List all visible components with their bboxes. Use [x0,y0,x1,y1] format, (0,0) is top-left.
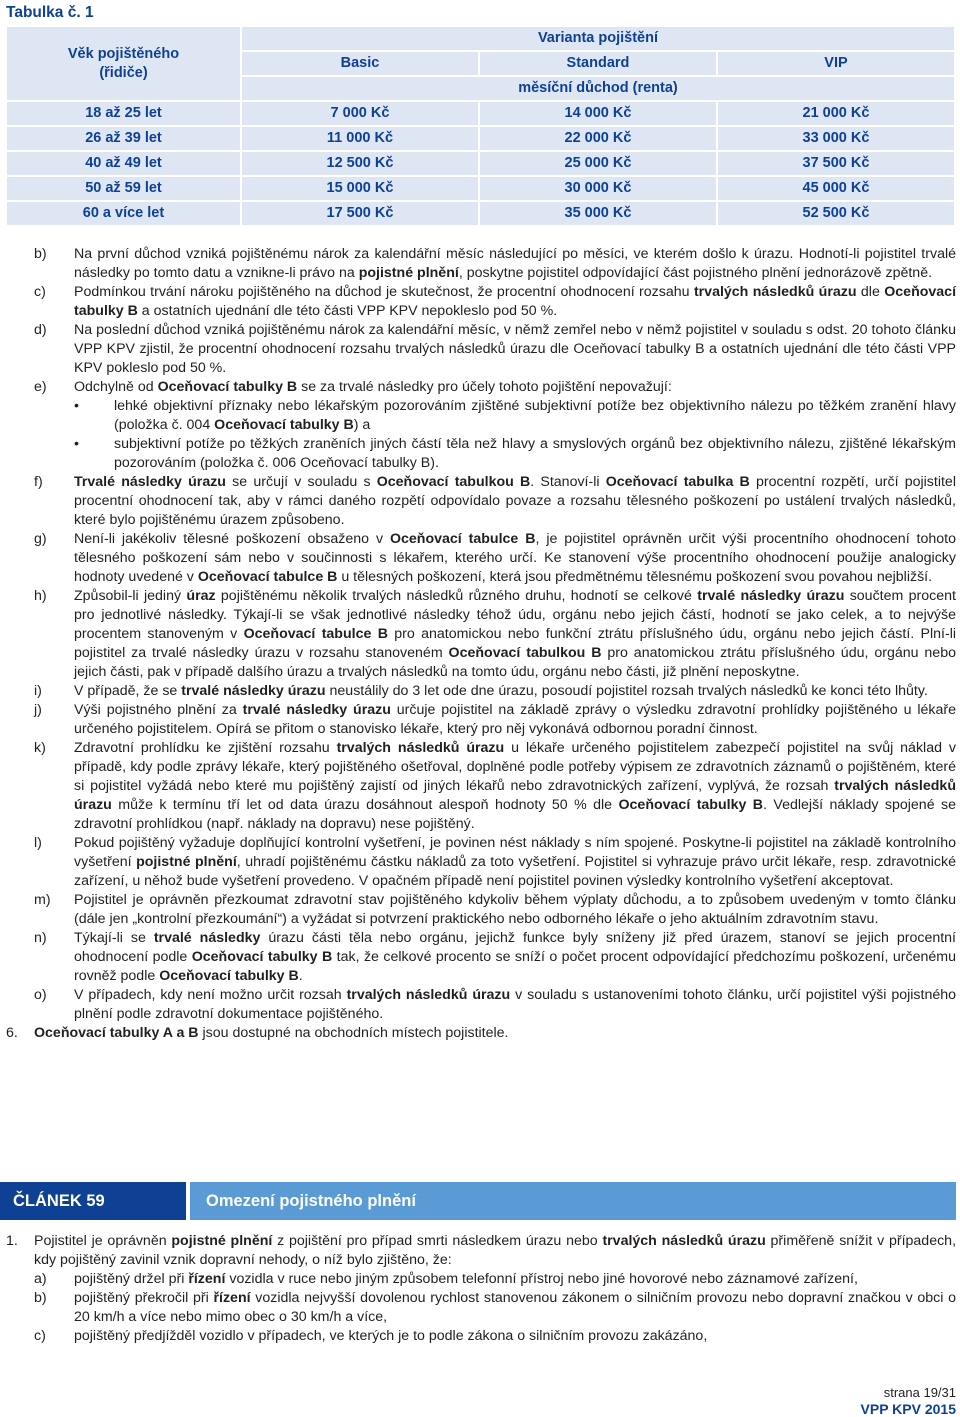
bullet-item [0,397,960,435]
item-label: e) [34,379,47,395]
text: dle [856,284,885,300]
bullet-item [0,435,960,473]
text: určuje pojistitel na základě zprávy o výsledku zdravotní prohlídky pojištěného u lékaře určeného pojistitelem. Opírá se přitom o stanovisko lékaře, který pro něj vykonává odbornou poradní činnost. [74,702,956,737]
text: úrazu části těla nebo orgánu, jejichž funkce byly sníženy již před úrazem, stanoví se jejich procentní ohodnocení podle [74,930,957,965]
item-label: l) [34,835,42,851]
item-label: c) [34,1328,46,1344]
text: Výši pojistného plnění za [74,702,243,718]
item-k [0,739,960,834]
bold-term: Oceňovací tabulkou B [376,474,531,490]
bold-term: Oceňovací tabulkou B [448,645,602,661]
bold-term: trvalé následky úrazu [697,588,845,604]
col-basic: Basic [242,52,478,75]
text: , poskytne pojistitel odpovídající část pojistného plnění jednorázově zpětně. [458,265,933,281]
table-row [7,202,954,225]
text: u lékaře určeného pojistitelem zabezpečí pojistitel na svůj náklad v případě, kdy podle zprávy lékaře, který pojištěného ošetřoval, doplněné podle potřeby výpisem ze zdravotních záznamů o pojištěném, které si pojistitel vyžádá nebo které mu pojištěný zajistí od jiných lékařů nebo zdravotnických zařízení, vyplývá, že rozsah [74,740,956,794]
item-label: b) [34,246,47,262]
item-i [0,682,960,701]
text: V případě, že se [74,683,182,699]
text: Pojistitel je oprávněn [34,1233,172,1249]
item-label: b) [34,1290,47,1306]
page-number: strana 19/31 [883,1385,956,1400]
paragraph-section [0,245,960,1043]
text: ) a [353,417,371,433]
bold-term: Oceňovací tabulky B [214,417,354,433]
item-label: j) [34,702,42,718]
monthly-header: měsíční důchod (renta) [242,77,954,100]
bold-term: Oceňovací tabulky B [191,949,333,965]
item-c [0,283,960,321]
bold-term: pojistné plnění [136,854,237,870]
bold-term: trvalých následků úrazu [602,1233,766,1249]
item-n [0,929,960,986]
item-g [0,530,960,587]
cell-basic: 17 500 Kč [242,202,478,225]
table-row [7,152,954,175]
item-h [0,587,960,682]
text: procentní rozpětí, určí pojistitel procentní ohodnocení tak, aby v rámci daného rozpětí odpovídalo povaze a rozsahu tělesného poškození po ustálení trvalých následků, které bylo pojištěnému úrazem způsobeno. [74,474,956,528]
age-header-line2: (řidiče) [99,64,148,81]
item-label: g) [34,531,47,547]
text: subjektivní potíže po těžkých zraněních jiných částí těla než hlavy a smyslových orgánů bez objektivního nálezu, zjištěné lékařským pozorováním (položka č. 006 Oceňovací tabulky B). [114,436,956,471]
cell-vip: 52 500 Kč [718,202,954,225]
text: jsou dostupné na obchodních místech pojistitele. [198,1025,509,1041]
text: v souladu s ustanoveními tohoto článku, určí pojistitel výši pojistného plnění podle zdravotní dokumentace pojištěného. [74,987,957,1022]
text: může k termínu tří let od data úrazu dosáhnout alespoň hodnoty 50 % dle [111,797,619,813]
article-title: Omezení pojistného plnění [190,1182,956,1220]
bold-term: Oceňovací tabulky B [74,284,957,319]
text: Na poslední důchod vzniká pojištěnému nárok za kalendářní měsíc, v němž zemřel nebo v němž pojistitel v souladu s odst. 20 tohoto článku VPP KPV zjistil, že procentní ohodnocení rozsahu trvalých následků úrazu dle Oceňovací tabulky B a ostatních ujednání dle této části VPP KPV pokleslo pod 50 %. [74,322,956,376]
text: Podmínkou trvání nároku pojištěného na důchod je skutečnost, že procentní ohodnocení rozsahu [74,284,694,300]
bold-term: trvalé následky [153,930,261,946]
bullet-icon: • [74,436,79,452]
item-6 [0,1024,960,1043]
text: a ostatních ujednání dle této části VPP KPV nepokleslo pod 50 %. [137,303,558,319]
table-row [7,102,954,125]
table-row [7,127,954,150]
bold-term: trvalých následků úrazu [336,740,505,756]
item-e [0,378,960,397]
bold-term: Oceňovací tabulce B [243,626,388,642]
item-label: a) [34,1271,47,1287]
bold-term: Oceňovací tabulky A a B [34,1025,199,1041]
document-id: VPP KPV 2015 [860,1401,956,1417]
bold-term: pojistné plnění [171,1233,273,1249]
bold-term: trvalé následky úrazu [242,702,391,718]
text: se určují v souladu s [225,474,377,490]
item-label: m) [34,892,51,908]
item-label: o) [34,987,47,1003]
bold-term: Oceňovací tabulka B [605,474,750,490]
cell-age: 60 a více let [7,202,240,225]
variant-header: Varianta pojištění [242,27,954,50]
text: Zdravotní prohlídku ke zjištění rozsahu [74,740,337,756]
item-b [0,245,960,283]
bold-term: pojistné plnění [358,265,459,281]
bold-term: Oceňovací tabulky B [159,968,299,984]
text: z pojištění pro případ smrti následkem úrazu nebo [272,1233,603,1249]
text: . [298,968,303,984]
bold-term: trvalých následků úrazu [346,987,511,1003]
item-label: 6. [6,1025,18,1041]
cell-basic: 11 000 Kč [242,127,478,150]
col-vip: VIP [718,52,954,75]
text: . Stanoví-li [530,474,606,490]
item-m [0,891,960,929]
bold-term: Oceňovací tabulce B [197,569,338,585]
item-label: d) [34,322,47,338]
cell-basic: 12 500 Kč [242,152,478,175]
bold-term: úraz [186,588,216,604]
text: , uhradí pojištěnému částku nákladů za toto vyšetření. Pojistitel si vyhrazuje právo určit lékaře, resp. zdravotnické zařízení, u něhož bude vyšetření provedeno. V opačném případě není pojistitel povinen výsledky kontrolního vyšetření akceptovat. [74,854,956,889]
text: pro anatomickou ztrátu příslušného údu, orgánu nebo jejich části, pak v případě dalšího úrazu a trvalých následků na tomto údu, orgánu nebo části, již plnění neposkytne. [74,645,956,680]
text: neustálily do 3 let ode dne úrazu, posoudí pojistitel rozsah trvalých následků ke konci této lhůty. [325,683,928,699]
cell-standard: 25 000 Kč [480,152,716,175]
bold-term: trvalých následků úrazu [74,778,956,813]
text: pojištěný držel při [74,1271,189,1287]
bold-term: Oceňovací tabulky B [618,797,764,813]
text: u tělesných poškození, která jsou předmětnému tělesnému poškození svou povahou nejbližší. [337,569,933,585]
item-b2 [0,1289,960,1327]
text: Pojistitel je oprávněn přezkoumat zdravotní stav pojištěného kdykoliv během výplaty důchodu, a to způsobem uvedeným v tomto článku (dále jen „kontrolní přezkoumání“) a vyžádat si potvrzení praktického nebo odborného lékaře o jeho aktuálním zdravotním stavu. [74,892,956,927]
item-label: i) [34,683,42,699]
bullet-icon: • [74,398,79,414]
text: pojištěný překročil při [74,1290,214,1306]
article-body [0,1232,960,1346]
cell-age: 26 až 39 let [7,127,240,150]
text: vozidla v ruce nebo jiným způsobem telefonní přístroj nebo jiné hovorové nebo záznamové zařízení, [225,1271,858,1287]
item-d [0,321,960,378]
item-label: f) [34,474,43,490]
text: pojištěnému několik trvalých následků různého druhu, hodnotí se celkové [215,588,698,604]
table-row [7,177,954,200]
text: tak, že celkové procento se sníží o počet procent odpovídající předchozímu poškození, určenému rovněž podle [74,949,956,984]
text: součtem procent pro jednotlivé následky. Týkají-li se však jednotlivé následky téhož údu, orgánu nebo jejich částí, hodnotí se jako celek, a to nejvýše procentem stanoveným v [74,588,956,642]
cell-standard: 35 000 Kč [480,202,716,225]
item-c2 [0,1327,960,1346]
article-header [0,1182,960,1220]
cell-age: 18 až 25 let [7,102,240,125]
text: , je pojistitel oprávněn určit výši procentního ohodnocení tohoto tělesného poškození sám nebo v součinnosti s lékařem, kterého určí. Ke stanovení výše procentního ohodnocení použije analogicky hodnoty uvedené v [74,531,956,585]
text: přiměřeně snížit v případech, kdy pojištěný zavinil vznik dopravní nehody, o níž bylo zjištěno, že: [34,1233,957,1268]
text: Způsobil-li jediný [74,588,187,604]
cell-vip: 37 500 Kč [718,152,954,175]
text: pojištěný předjížděl vozidlo v případech, ve kterých je to podle zákona o silničním provozu zakázáno, [74,1328,708,1344]
bold-term: trvalé následky úrazu [181,683,326,699]
text: V případech, kdy není možno určit rozsah [74,987,347,1003]
item-label: h) [34,588,47,604]
cell-vip: 45 000 Kč [718,177,954,200]
pension-table [5,25,956,227]
item-1 [0,1232,960,1270]
cell-age: 50 až 59 let [7,177,240,200]
bold-term: řízení [188,1271,226,1287]
bold-term: Oceňovací tabulky B [157,379,298,395]
bold-term: Trvalé následky úrazu [74,474,226,490]
cell-vip: 21 000 Kč [718,102,954,125]
table-caption: Tabulka č. 1 [6,4,94,21]
text: Není-li jakékoliv tělesné poškození obsaženo v [74,531,390,547]
text: Pokud pojištěný vyžaduje doplňující kontrolní vyšetření, je povinen nést náklady s ním spojené. Poskytne-li pojistitel na základě kontrolního vyšetření [74,835,956,870]
item-label: n) [34,930,47,946]
item-j [0,701,960,739]
text: Odchylně od [74,379,158,395]
item-o [0,986,960,1024]
text: se za trvalé následky pro účely tohoto pojištění nepovažují: [297,379,672,395]
text: Týkají-li se [74,930,154,946]
cell-vip: 33 000 Kč [718,127,954,150]
cell-standard: 14 000 Kč [480,102,716,125]
item-a [0,1270,960,1289]
bold-term: Oceňovací tabulce B [389,531,536,547]
item-label: k) [34,740,46,756]
age-header [7,27,240,100]
bold-term: řízení [213,1290,251,1306]
cell-standard: 30 000 Kč [480,177,716,200]
cell-age: 40 až 49 let [7,152,240,175]
item-label: 1. [6,1233,18,1249]
col-standard: Standard [480,52,716,75]
cell-basic: 7 000 Kč [242,102,478,125]
cell-standard: 22 000 Kč [480,127,716,150]
text: Na první důchod vzniká pojištěnému nárok za kalendářní měsíc následující po měsíci, ve kterém došlo k úrazu. Hodnotí-li pojistitel trvalé následky po tomto datu a vznikne-li právo na [74,246,956,281]
item-l [0,834,960,891]
article-number: ČLÁNEK 59 [0,1182,186,1220]
text: vozidla nejvyšší dovolenou rychlost stanovenou zákonem o silničním provozu nebo dopravní značkou v obci o 20 km/h a více nebo mimo obec o 30 km/h a více, [74,1290,956,1325]
cell-basic: 15 000 Kč [242,177,478,200]
item-label: c) [34,284,46,300]
text: lehké objektivní příznaky nebo lékařským pozorováním zjištěné subjektivní potíže bez objektivního nálezu po těžkém zranění hlavy (položka č. 004 [114,398,956,433]
text: . Vedlejší náklady spojené se zdravotní prohlídkou (např. náklady na dopravu) nese pojištěný. [74,797,956,832]
text: pro anatomickou nebo funkční ztrátu příslušného údu, orgánu nebo jejich částí. Plní-li pojistitel za trvalé následky úrazu v rozsahu stanoveném [74,626,957,661]
bold-term: trvalých následků úrazu [693,284,857,300]
item-f [0,473,960,530]
age-header-line1: Věk pojištěného [67,45,180,62]
